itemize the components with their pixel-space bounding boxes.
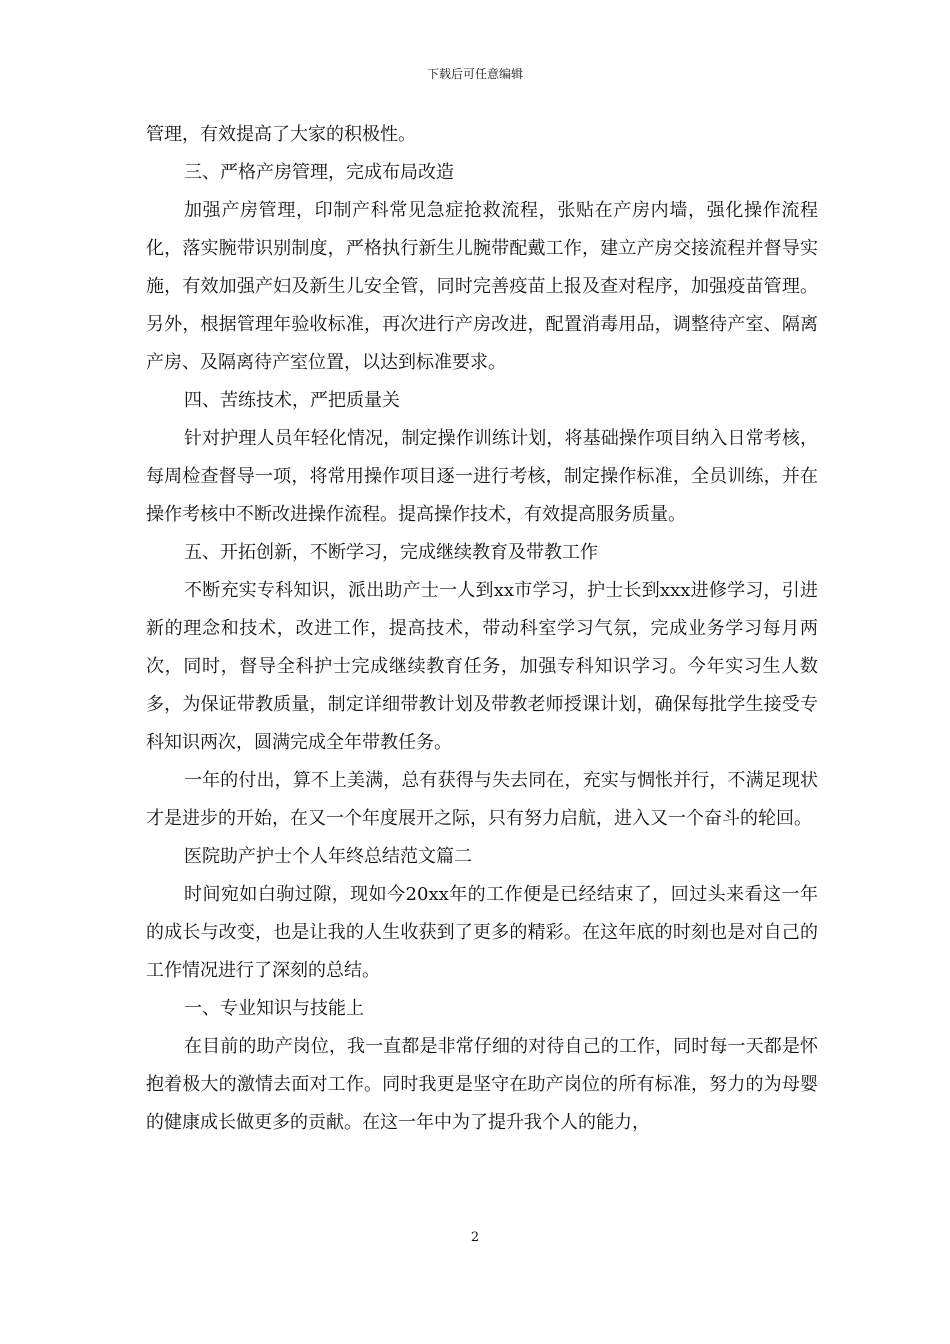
section-heading-4: 四、苦练技术，严把质量关 (184, 390, 400, 411)
document-body (146, 116, 818, 1142)
page-number: 2 (470, 1230, 480, 1245)
paragraph: 针对护理人员年轻化情况，制定操作训练计划，将基础操作项目纳入日常考核，每周检查督导一项，将常用操作项目逐一进行考核，制定操作标准，全员训练，并在操作考核中不断改进操作流程。提高操作技术，有效提高服务质量。 (146, 428, 818, 525)
section-heading-1: 一、专业知识与技能上 (184, 998, 364, 1019)
page-header: 下载后可任意编辑 (426, 67, 523, 81)
paragraph-continuation: 管理，有效提高了大家的积极性。 (146, 124, 416, 145)
paragraph: 时间宛如白驹过隙，现如今20xx年的工作便是已经结束了，回过头来看这一年的成长与改变，也是让我的人生收获到了更多的精彩。在这年底的时刻也是对自己的工作情况进行了深刻的总结。 (146, 884, 818, 981)
paragraph: 一年的付出，算不上美满，总有获得与失去同在，充实与惆怅并行，不满足现状才是进步的开始，在又一个年度展开之际，只有努力启航，进入又一个奋斗的轮回。 (146, 770, 818, 829)
paragraph: 在目前的助产岗位，我一直都是非常仔细的对待自己的工作，同时每一天都是怀抱着极大的激情去面对工作。同时我更是坚守在助产岗位的所有标准，努力的为母婴的健康成长做更多的贡献。在这一年中为了提升我个人的能力， (146, 1036, 818, 1133)
section-heading-5: 五、开拓创新，不断学习，完成继续教育及带教工作 (184, 542, 598, 563)
paragraph: 加强产房管理，印制产科常见急症抢救流程，张贴在产房内墙，强化操作流程化，落实腕带识别制度，严格执行新生儿腕带配戴工作，建立产房交接流程并督导实施，有效加强产妇及新生儿安全管，同时完善疫苗上报及查对程序，加强疫苗管理。另外，根据管理年验收标准，再次进行产房改进，配置消毒用品，调整待产室、隔离产房、及隔离待产室位置，以达到标准要求。 (146, 200, 818, 373)
paragraph: 不断充实专科知识，派出助产士一人到xx市学习，护士长到xxx进修学习，引进新的理念和技术，改进工作，提高技术，带动科室学习气氛，完成业务学习每月两次，同时，督导全科护士完成继续教育任务，加强专科知识学习。今年实习生人数多，为保证带教质量，制定详细带教计划及带教老师授课计划，确保每批学生接受专科知识两次，圆满完成全年带教任务。 (146, 580, 818, 753)
section-heading-3: 三、严格产房管理，完成布局改造 (184, 162, 454, 183)
article-title-2: 医院助产护士个人年终总结范文篇二 (184, 846, 472, 867)
